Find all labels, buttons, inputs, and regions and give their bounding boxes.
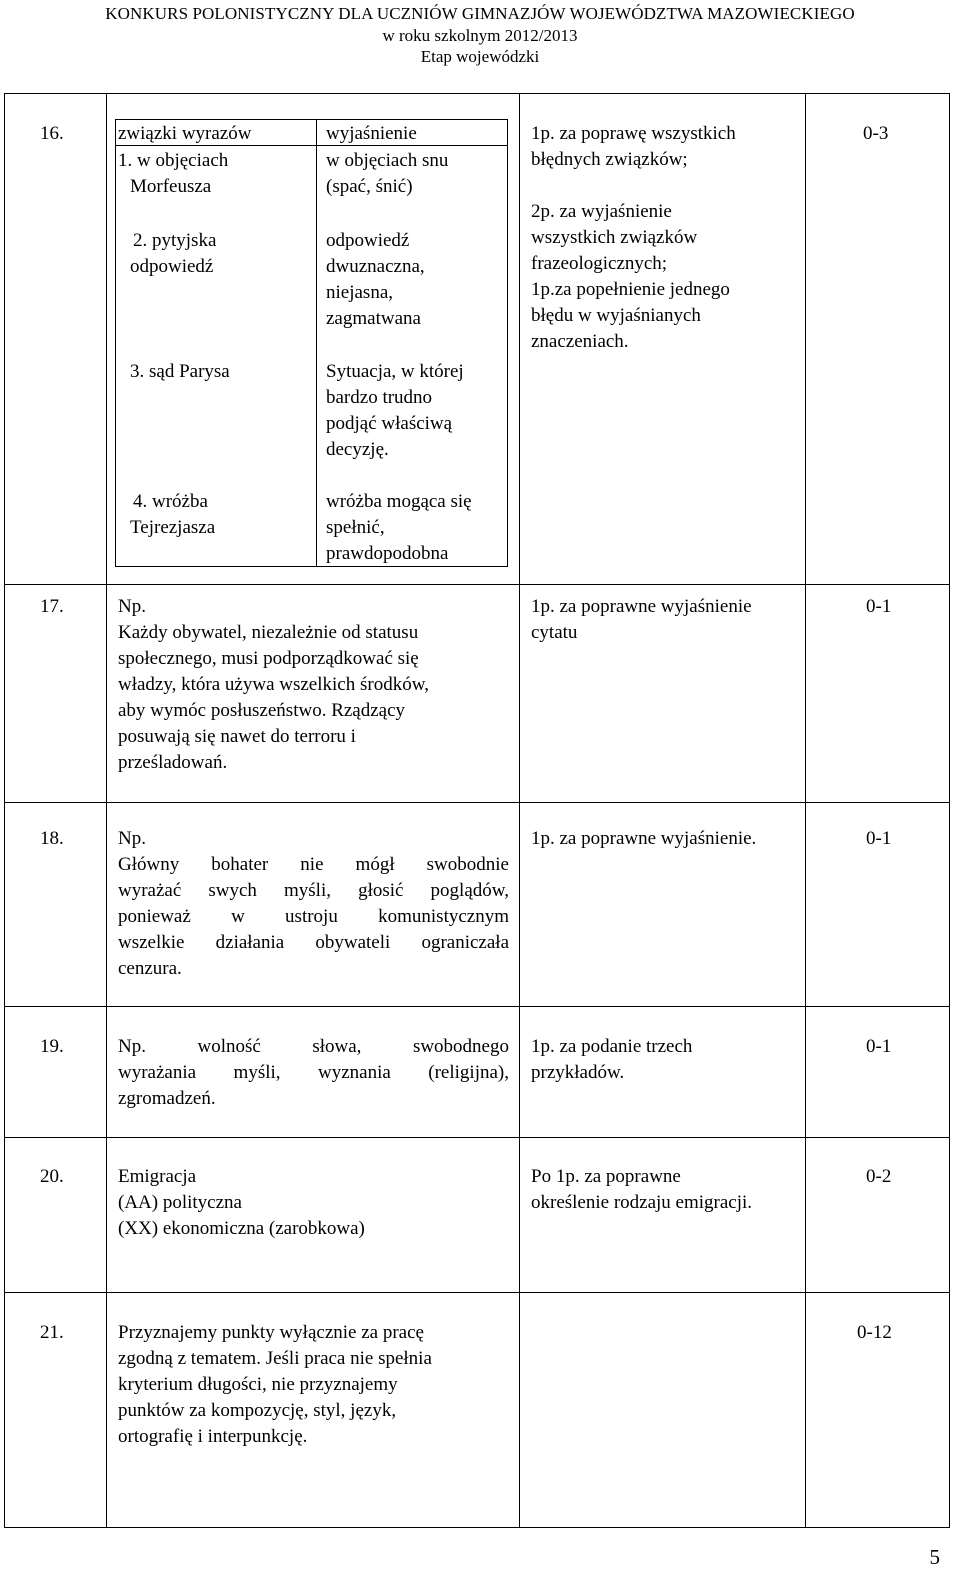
row-divider — [4, 1137, 950, 1138]
question-number: 21. — [40, 1322, 64, 1343]
question-number: 20. — [40, 1166, 64, 1187]
meaning-col-head: wyjaśnienie — [326, 123, 417, 144]
model-answer: Przyznajemy punkty wyłącznie za pracę zgodną z tematem. Jeśli praca nie spełnia kryterium długości, nie przyznajemy punktów za kompozycję, styl, język, ortografię i interpunkcję. — [118, 1322, 432, 1447]
phrase-4: 4. wróżba Tejrezjasza — [130, 491, 216, 538]
question-number: 19. — [40, 1036, 64, 1057]
scoring-criteria: 1p. za poprawę wszystkich błędnych związków; 2p. za wyjaśnienie wszystkich związków frazeologicznych; 1p.za popełnienie jednego błędu w wyjaśnianych znaczeniach. — [531, 123, 736, 352]
points-range: 0-2 — [866, 1166, 892, 1187]
header-stage: Etap wojewódzki — [420, 47, 540, 66]
phrase-col-head: związki wyrazów — [118, 123, 252, 144]
model-answer: Np. Każdy obywatel, niezależnie od statusu społecznego, musi podporządkować się władzy, która używa wszelkich środków, aby wymóc posłuszeństwo. Rządzący posuwają się nawet do terroru i prześladowań. — [118, 596, 429, 773]
phrase-3: 3. sąd Parysa — [130, 361, 230, 382]
scoring-criteria: Po 1p. za poprawne określenie rodzaju emigracji. — [531, 1166, 753, 1213]
header-school-year: w roku szkolnym 2012/2013 — [382, 26, 578, 45]
meaning-1: w objęciach snu (spać, śnić) — [326, 150, 449, 197]
row-divider — [4, 1292, 950, 1293]
model-answer: Emigracja (AA) polityczna (XX) ekonomiczna (zarobkowa) — [118, 1166, 365, 1239]
phrase-table-divider — [316, 119, 317, 567]
phrase-2: 2. pytyjska odpowiedź — [130, 230, 217, 277]
meaning-2: odpowiedź dwuznaczna, niejasna, zagmatwana — [326, 230, 425, 329]
model-answer: Np. wolność słowa, swobodnego wyrażania myśli, wyznania (religijna), zgromadzeń. — [118, 1036, 509, 1109]
column-divider-answer — [519, 93, 520, 1528]
points-range: 0-1 — [866, 596, 892, 617]
meaning-4: wróżba mogąca się spełnić, prawdopodobna — [326, 491, 472, 564]
question-number: 16. — [40, 123, 64, 144]
points-range: 0-12 — [857, 1322, 892, 1343]
column-divider-scoring — [805, 93, 806, 1528]
row-divider — [4, 802, 950, 803]
meaning-3: Sytuacja, w której bardzo trudno podjąć właściwą decyzję. — [326, 361, 464, 460]
page-number: 5 — [929, 1545, 940, 1569]
points-range: 0-3 — [863, 123, 889, 144]
model-answer: Np. Główny bohater nie mógł swobodnie wyrażać swych myśli, głosić poglądów, ponieważ w ustroju komunistycznym wszelkie działania obywateli ograniczała cenzura. — [118, 828, 509, 979]
scoring-criteria: 1p. za poprawne wyjaśnienie. — [531, 828, 757, 849]
scoring-criteria: 1p. za poprawne wyjaśnienie cytatu — [531, 596, 752, 643]
phrase-1: 1. w objęciach Morfeusza — [118, 150, 229, 197]
row-divider — [4, 1006, 950, 1007]
header-contest-title: KONKURS POLONISTYCZNY DLA UCZNIÓW GIMNAZJÓW WOJEWÓDZTWA MAZOWIECKIEGO — [105, 4, 855, 23]
row-divider — [4, 584, 950, 585]
column-divider-number — [106, 93, 107, 1528]
points-range: 0-1 — [866, 828, 892, 849]
points-range: 0-1 — [866, 1036, 892, 1057]
scoring-criteria: 1p. za podanie trzech przykładów. — [531, 1036, 693, 1083]
question-number: 17. — [40, 596, 64, 617]
question-number: 18. — [40, 828, 64, 849]
